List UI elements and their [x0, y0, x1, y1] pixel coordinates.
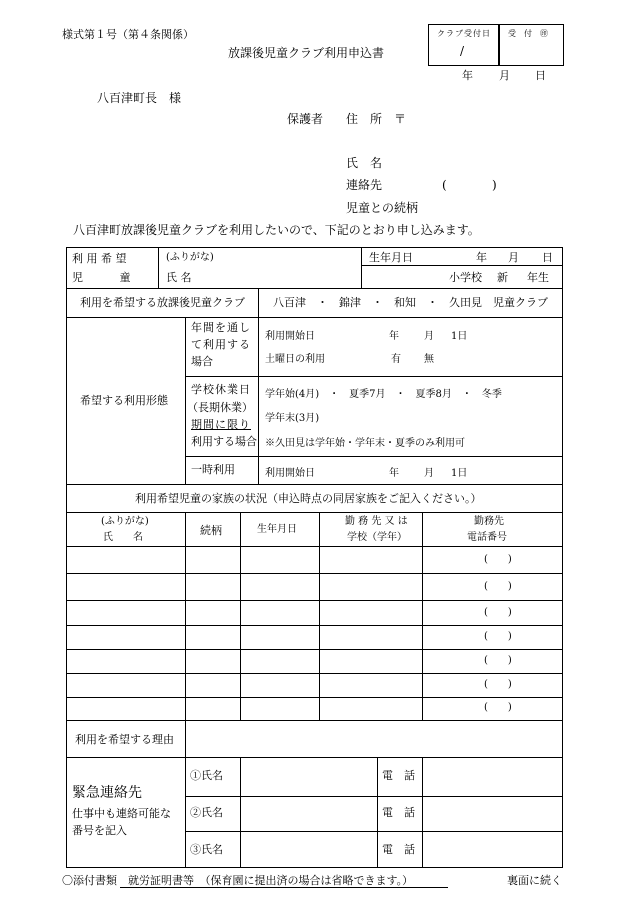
attachment-note: 〇添付書類 就労証明書等 （保育園に提出済の場合は省略できます。） [62, 874, 414, 887]
saturday-no-option[interactable]: 無 [424, 354, 434, 365]
emergency-1-name-label: ①氏名 [190, 769, 223, 782]
family-row-3-phone[interactable]: ( ) [484, 607, 512, 618]
family-row-1-phone[interactable]: ( ) [484, 554, 512, 565]
col-line-child-birth [361, 247, 362, 288]
emergency-sub-1: 仕事中も連絡可能な [72, 807, 171, 820]
row-line-family-5 [66, 673, 563, 674]
emergency-2-name-label: ②氏名 [190, 806, 223, 819]
family-row-6-phone[interactable]: ( ) [484, 679, 512, 690]
col-line-reason [185, 720, 186, 868]
row-line-family-6 [66, 697, 563, 698]
yearround-label-2: て利用する [191, 338, 251, 351]
row-line-club [66, 317, 563, 318]
child-furigana-label: (ふりがな) [166, 252, 214, 263]
col-line-emergency-name [240, 757, 241, 868]
saturday-yes-option[interactable]: 有 [391, 354, 401, 365]
family-section-title: 利用希望児童の家族の状況（申込時点の同居家族をご記入ください。） [135, 492, 482, 505]
longbreak-options-line2[interactable]: 学年末(3月) [265, 413, 320, 424]
row-line-family-4 [66, 649, 563, 650]
yearround-label-1: 年間を通し [191, 321, 251, 334]
longbreak-options-line1[interactable]: 学年始(4月) ・ 夏季7月 ・ 夏季8月 ・ 冬季 [265, 389, 502, 400]
col-line-family-work [422, 512, 423, 720]
row-line-family-7 [66, 720, 563, 721]
child-birth-label: 生年月日 [369, 251, 413, 264]
club-received-label: クラブ受付日 [437, 29, 491, 38]
col-line-usage-label [185, 317, 186, 484]
col-line-family-birth [319, 512, 320, 720]
date-day: 日 [535, 69, 546, 82]
emergency-1-phone-label: 電 話 [382, 769, 415, 782]
child-label-line2: 児 童 [72, 271, 131, 284]
family-row-2-phone[interactable]: ( ) [484, 581, 512, 592]
temporary-start-day: 1日 [451, 468, 468, 479]
col-line-emergency-phone [422, 757, 423, 868]
emergency-2-phone-label: 電 話 [382, 806, 415, 819]
contact-label: 連絡先 [346, 178, 383, 192]
contact-paren-open: ( [442, 178, 447, 192]
row-line-family-1 [66, 573, 563, 574]
child-grade-label: 年生 [527, 271, 549, 284]
club-options[interactable]: 八百津 ・ 錦津 ・ 和知 ・ 久田見 児童クラブ [273, 296, 548, 309]
yearround-start-label: 利用開始日 [265, 331, 315, 342]
child-label-line1: 利 用 希 望 [72, 252, 127, 265]
row-line-family-2 [66, 600, 563, 601]
longbreak-note: ※久田見は学年始・学年末・夏季のみ利用可 [265, 438, 465, 449]
family-phone-header-2: 電話番号 [467, 532, 507, 543]
row-line-emergency-1 [185, 796, 563, 797]
longbreak-label-4: 利用する場合 [191, 435, 257, 448]
applicant-name-label: 氏 名 [346, 156, 383, 170]
family-furigana-header: (ふりがな) [101, 516, 149, 527]
child-name-label: 氏 名 [166, 271, 192, 284]
col-line-club [258, 288, 259, 317]
family-work-header-2: 学校（学年） [347, 532, 407, 543]
child-school-label: 小学校 [449, 271, 482, 284]
family-row-5-phone[interactable]: ( ) [484, 655, 512, 666]
child-grade-prefix: 新 [497, 271, 508, 284]
col-line-emergency-namevalue [377, 757, 378, 868]
child-birth-month: 月 [508, 251, 519, 264]
row-line-emergency-2 [185, 831, 563, 832]
emergency-sub-2: 番号を記入 [72, 824, 127, 837]
col-line-usage-type [258, 317, 259, 484]
longbreak-label-2: （長期休業） [187, 401, 253, 414]
child-birth-year: 年 [476, 251, 487, 264]
emergency-title: 緊急連絡先 [72, 785, 142, 801]
continued-note: 裏面に続く [507, 874, 562, 887]
family-row-7-phone[interactable]: ( ) [484, 702, 512, 713]
received-date-slash: / [460, 44, 465, 58]
temporary-start-label: 利用開始日 [265, 468, 315, 479]
attachment-underline [120, 887, 448, 888]
intro-text: 八百津町放課後児童クラブを利用したいので、下記のとおり申し込みます。 [73, 223, 480, 237]
col-line-child-label [158, 247, 159, 288]
form-title: 放課後児童クラブ利用申込書 [228, 46, 385, 60]
date-year: 年 [462, 69, 473, 82]
row-line-birth [361, 265, 563, 266]
row-line-family-title [66, 512, 563, 513]
saturday-label: 土曜日の利用 [265, 354, 325, 365]
child-name-field[interactable] [200, 250, 358, 286]
family-work-header-1: 勤 務 先 又 は [345, 516, 408, 527]
col-line-family-name [185, 512, 186, 720]
address-label: 住 所 〒 [346, 112, 407, 126]
emergency-3-name-label: ③氏名 [190, 843, 223, 856]
row-line-usage [66, 484, 563, 485]
temporary-label: 一時利用 [191, 463, 235, 476]
family-birth-header: 生年月日 [257, 524, 297, 535]
reason-field[interactable] [187, 722, 561, 755]
club-row-label: 利用を希望する放課後児童クラブ [80, 296, 245, 309]
longbreak-label-3: 期間に限り [191, 418, 251, 431]
row-line-child [66, 288, 563, 289]
col-line-family-relation [240, 512, 241, 720]
yearround-start-day: 1日 [451, 331, 468, 342]
guardian-label: 保護者 [287, 112, 324, 126]
received-stamp-label: 受 付 ㊞ [508, 29, 548, 38]
row-line-family-header [66, 546, 563, 547]
row-line-family-3 [66, 625, 563, 626]
family-phone-header-1: 勤務先 [474, 516, 504, 527]
yearround-start-month: 月 [424, 331, 434, 342]
temporary-start-month: 月 [424, 468, 434, 479]
temporary-start-year: 年 [389, 468, 399, 479]
relation-label: 児童との続柄 [346, 201, 419, 215]
row-line-reason [66, 757, 563, 758]
yearround-start-year: 年 [389, 331, 399, 342]
contact-paren-close: ) [492, 178, 497, 192]
addressee: 八百津町長 様 [97, 91, 182, 105]
row-line-longbreak [185, 456, 563, 457]
row-line-yearround [185, 376, 563, 377]
date-month: 月 [499, 69, 510, 82]
reason-label: 利用を希望する理由 [75, 733, 174, 746]
usage-label: 希望する利用形態 [80, 394, 168, 407]
emergency-3-phone-label: 電 話 [382, 843, 415, 856]
family-name-header: 氏 名 [103, 532, 143, 543]
child-birth-day: 日 [542, 251, 553, 264]
family-relation-header: 続柄 [200, 524, 222, 537]
longbreak-label-1: 学校休業日 [191, 383, 251, 396]
yearround-label-3: 場合 [191, 355, 213, 368]
form-number: 様式第１号（第４条関係） [62, 28, 194, 41]
family-row-4-phone[interactable]: ( ) [484, 631, 512, 642]
